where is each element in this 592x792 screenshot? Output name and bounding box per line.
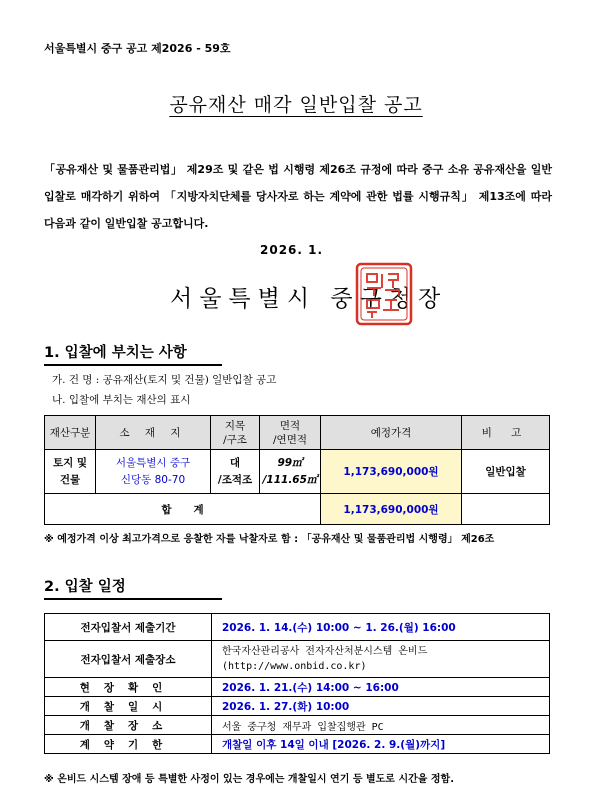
section1-underline	[44, 364, 222, 366]
schedule-row	[45, 641, 550, 678]
total-row	[45, 494, 550, 525]
total-label: 합 계	[45, 494, 321, 525]
issuer-name: 서울특별시 중구청장	[170, 286, 448, 312]
table-row	[45, 450, 550, 494]
property-table	[44, 415, 550, 525]
item-na: 나. 입찰에 부치는 재산의 표시	[52, 394, 191, 406]
schedule-key: 전자입찰서 제출기간	[45, 614, 212, 641]
official-seal-icon	[355, 262, 413, 326]
notice-date: 2026. 1.	[260, 243, 324, 257]
total-price: 1,173,690,000원	[321, 494, 462, 525]
schedule-row	[45, 678, 550, 697]
schedule-row	[45, 735, 550, 754]
header-area: 면적 /연면적	[260, 416, 321, 450]
schedule-value: 2026. 1. 27.(화) 10:00	[212, 697, 550, 716]
schedule-key: 개찰장소	[45, 716, 212, 735]
header-location: 소 재 지	[96, 416, 211, 450]
schedule-value: 2026. 1. 14.(수) 10:00 ~ 1. 26.(월) 16:00	[212, 614, 550, 641]
schedule-row	[45, 716, 550, 735]
schedule-value: 개찰일 이후 14일 이내 [2026. 2. 9.(월)까지]	[212, 735, 550, 754]
schedule-key: 전자입찰서 제출장소	[45, 641, 212, 678]
schedule-row	[45, 697, 550, 716]
property-table-header	[45, 416, 550, 450]
section2-footnote: ※ 온비드 시스템 장애 등 특별한 사정이 있는 경우에는 개찰일시 연기 등 별도로 시간을 정함.	[44, 774, 455, 785]
intro-paragraph: 「공유재산 및 물품관리법」 제29조 및 같은 법 시행령 제26조 규정에 따라 중구 소유 공유재산을 일반입찰로 매각하기 위하여 「지방자치단체를 당사자로 하는 계약에 관한 법률 시행규칙」 제13조에 따라 다음과 같이 일반입찰 공고합니다.	[44, 163, 552, 230]
cell-type: 토지 및 건물	[45, 450, 96, 494]
header-type: 재산구분	[45, 416, 96, 450]
header-price: 예정가격	[321, 416, 462, 450]
header-jimok: 지목 /구조	[211, 416, 260, 450]
cell-jimok: 대 /조적조	[211, 450, 260, 494]
section2-underline	[44, 598, 222, 600]
schedule-row	[45, 614, 550, 641]
section1-title: 1. 입찰에 부치는 사항	[44, 345, 187, 361]
schedule-value: 한국자산관리공사 전자자산처분시스템 온비드 (http://www.onbid.co.kr)	[212, 641, 550, 678]
cell-location: 서울특별시 중구 신당동 80-70	[96, 450, 211, 494]
schedule-key: 개찰일시	[45, 697, 212, 716]
schedule-table	[44, 613, 550, 754]
cell-price: 1,173,690,000원	[321, 450, 462, 494]
item-ga: 가. 건 명 : 공유재산(토지 및 건물) 일반입찰 공고	[52, 374, 277, 386]
schedule-key: 현장확인	[45, 678, 212, 697]
schedule-value: 서울 중구청 재무과 입찰집행관 PC	[212, 716, 550, 735]
section2-title: 2. 입찰 일정	[44, 579, 126, 595]
cell-area: 99㎡ /111.65㎡	[260, 450, 321, 494]
schedule-key: 계약기한	[45, 735, 212, 754]
total-note-empty	[462, 494, 550, 525]
notice-number: 서울특별시 중구 공고 제2026 - 59호	[44, 42, 231, 55]
schedule-value: 2026. 1. 21.(수) 14:00 ~ 16:00	[212, 678, 550, 697]
header-note: 비 고	[462, 416, 550, 450]
section1-footnote: ※ 예정가격 이상 최고가격으로 응찰한 자를 낙찰자로 함 : 「공유재산 및 물품관리법 시행령」 제26조	[44, 534, 495, 545]
cell-note: 일반입찰	[462, 450, 550, 494]
document-title: 공유재산 매각 일반입찰 공고	[169, 94, 423, 116]
